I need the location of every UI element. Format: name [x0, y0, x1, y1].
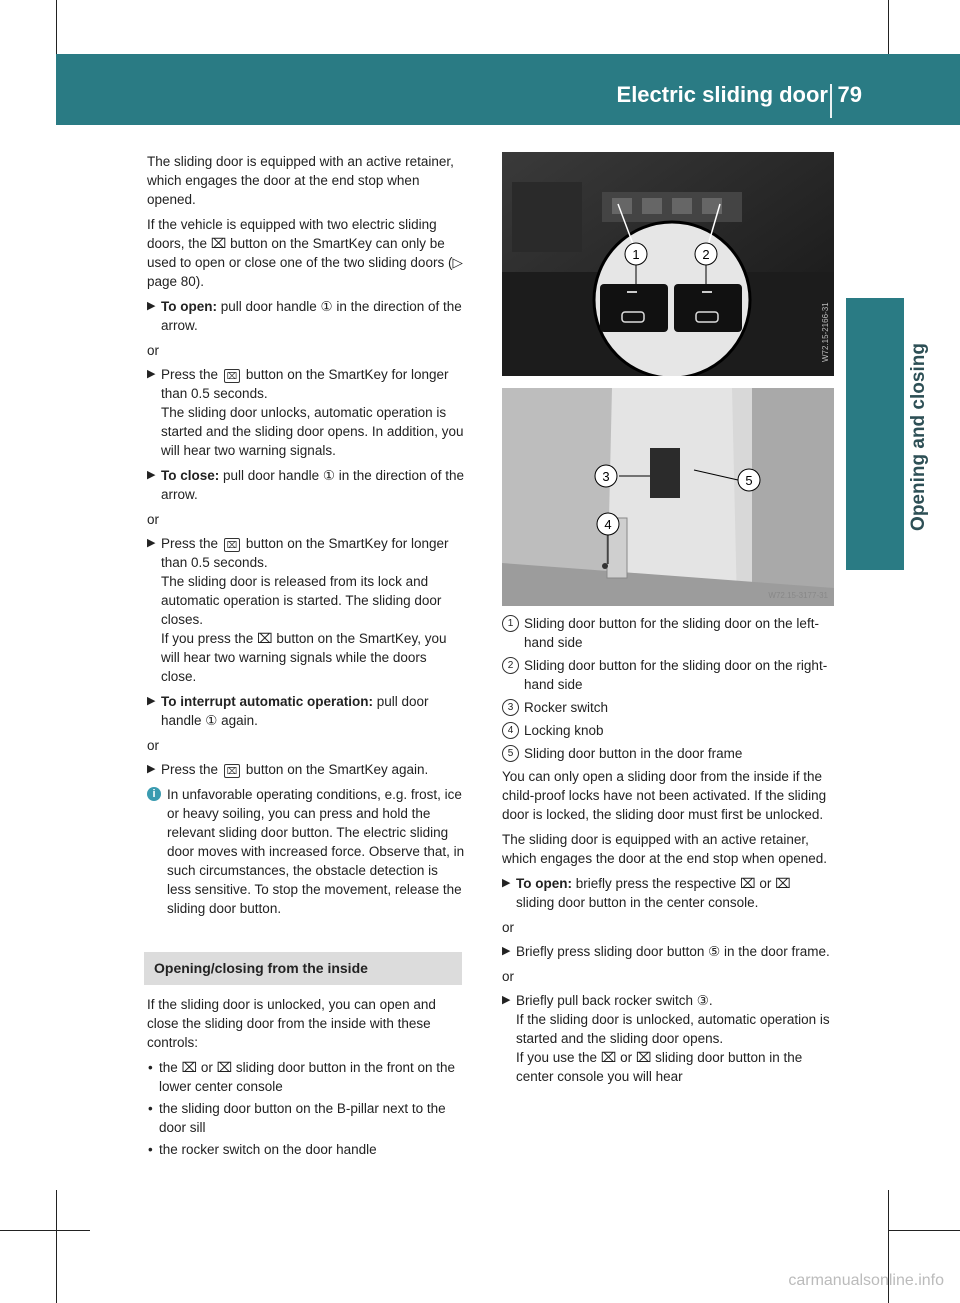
or-text: or — [502, 920, 515, 935]
step-result: If you press the ⌧ button on the SmartKey, you will hear two warning signals while the doors close. — [161, 631, 447, 684]
step-result: If you use the ⌧ or ⌧ sliding door button in the center console you will hear — [516, 1050, 803, 1084]
header-title: Electric sliding door — [616, 82, 828, 107]
side-tab — [846, 298, 904, 570]
bullet-item — [147, 1140, 465, 1159]
sliding-door-key-icon: ⌧ — [224, 369, 240, 383]
step-text: Briefly pull back rocker switch ③. — [516, 993, 713, 1008]
info-icon: i — [147, 787, 161, 801]
center-console-photo — [502, 152, 834, 376]
or-text: or — [502, 969, 515, 984]
sliding-door-key-icon: ⌧ — [224, 538, 240, 552]
step-text: pull door handle ① again. — [161, 694, 429, 728]
page-header — [56, 54, 960, 125]
arrow-icon: ▶ — [147, 695, 156, 707]
arrow-icon: ▶ — [502, 877, 511, 889]
crop-mark — [888, 1230, 960, 1231]
step — [147, 365, 465, 460]
step-text: Briefly press sliding door button ⑤ in the door frame. — [516, 944, 830, 959]
legend-number: 2 — [502, 657, 519, 674]
legend-number: 3 — [502, 699, 519, 716]
arrow-icon: ▶ — [147, 368, 156, 380]
arrow-icon: ▶ — [147, 469, 156, 481]
step-result: The sliding door unlocks, automatic operation is started and the sliding door opens. In addition, you will hear two warning signals. — [161, 405, 464, 458]
crop-mark — [56, 0, 57, 54]
step-result: If the sliding door is unlocked, automatic operation is started and the sliding door opens. — [516, 1012, 830, 1046]
step-result: The sliding door is released from its lock and automatic operation is started. The sliding door closes. — [161, 574, 442, 627]
callout-2: 2 — [702, 247, 710, 262]
section-heading: Opening/closing from the inside — [144, 952, 462, 985]
bullet-text: the ⌧ or ⌧ sliding door button in the front on the lower center console — [159, 1060, 456, 1094]
arrow-icon: ▶ — [502, 994, 511, 1006]
step — [147, 297, 465, 335]
footer-watermark: carmanualsonline.info — [788, 1272, 944, 1289]
or-text: or — [147, 512, 160, 527]
side-tab-label — [904, 312, 934, 562]
step-label: To interrupt automatic operation: — [161, 694, 373, 709]
info-text: In unfavorable operating conditions, e.g. frost, ice or heavy soiling, you can press and hold the relevant sliding door button. The electric sliding door moves with increased force. Observe that, in such circumstances, the obstacle detection is less sensitive. To stop the movement, release the sliding door button. — [167, 787, 465, 916]
crop-mark — [888, 0, 889, 54]
legend-item — [502, 721, 832, 740]
arrow-icon: ▶ — [147, 537, 156, 549]
paragraph: You can only open a sliding door from the inside if the child-proof locks have not been activated. If the sliding door is locked, the sliding door must first be unlocked. — [502, 769, 827, 822]
step-text: button on the SmartKey for longer than 0.5 seconds. — [161, 367, 449, 401]
right-column — [502, 614, 832, 1092]
paragraph: If the sliding door is unlocked, you can open and close the sliding door from the inside with these controls: — [147, 997, 436, 1050]
info-note — [147, 785, 465, 918]
callout-3: 3 — [602, 469, 610, 484]
step-label: To open: — [516, 876, 572, 891]
legend-text: Rocker switch — [524, 700, 609, 715]
step — [502, 991, 832, 1086]
crop-mark — [56, 1190, 57, 1303]
step-text: pull door handle ① in the direction of the arrow. — [161, 299, 462, 333]
sliding-door-key-icon: ⌧ — [224, 764, 240, 778]
figure-id: W72.15-3177-31 — [768, 591, 828, 600]
paragraph: If the vehicle is equipped with two electric sliding doors, the ⌧ button on the SmartKey can only be used to open or close one of the two sliding doors (▷ page 80). — [147, 217, 463, 289]
bullet-item — [147, 1099, 465, 1137]
legend-item — [502, 614, 832, 652]
callout-4: 4 — [604, 517, 612, 532]
legend-text: Locking knob — [524, 723, 604, 738]
left-column — [147, 152, 465, 1162]
step — [147, 692, 465, 730]
step-text: pull door handle ① in the direction of the arrow. — [161, 468, 465, 502]
callout-1: 1 — [632, 247, 640, 262]
paragraph: The sliding door is equipped with an active retainer, which engages the door at the end stop when opened. — [502, 832, 827, 866]
step — [147, 534, 465, 686]
legend-item — [502, 656, 832, 694]
paragraph: The sliding door is equipped with an active retainer, which engages the door at the end stop when opened. — [147, 154, 454, 207]
arrow-icon: ▶ — [147, 763, 156, 775]
b-pillar-photo — [502, 388, 834, 606]
arrow-icon: ▶ — [147, 300, 156, 312]
step-text: button on the SmartKey again. — [242, 762, 429, 777]
header-divider — [830, 84, 832, 118]
step — [502, 942, 832, 961]
bullet-icon: • — [148, 1101, 153, 1116]
step-text: button on the SmartKey for longer than 0.5 seconds. — [161, 536, 449, 570]
crop-mark — [0, 1230, 90, 1231]
step-text: Press the — [161, 536, 222, 551]
bullet-text: the sliding door button on the B-pillar next to the door sill — [159, 1101, 446, 1135]
legend-text: Sliding door button for the sliding door on the right-hand side — [524, 658, 828, 692]
step-text: Press the — [161, 762, 222, 777]
or-text: or — [147, 738, 160, 753]
legend-number: 1 — [502, 615, 519, 632]
legend-text: Sliding door button in the door frame — [524, 746, 743, 761]
legend-text: Sliding door button for the sliding door on the left-hand side — [524, 616, 819, 650]
bullet-icon: • — [148, 1060, 153, 1075]
legend-number: 5 — [502, 745, 519, 762]
step — [147, 466, 465, 504]
step-label: To close: — [161, 468, 220, 483]
legend-item — [502, 744, 832, 763]
step-text: briefly press the respective ⌧ or ⌧ sliding door button in the center console. — [516, 876, 791, 910]
figure-id: W72.15-2166-31 — [821, 302, 830, 362]
step — [502, 874, 832, 912]
bullet-text: the rocker switch on the door handle — [159, 1142, 377, 1157]
step-text: Press the — [161, 367, 222, 382]
step — [147, 760, 465, 779]
page-number: 79 — [837, 82, 862, 107]
step-label: To open: — [161, 299, 217, 314]
bullet-item — [147, 1058, 465, 1096]
legend-item — [502, 698, 832, 717]
legend-number: 4 — [502, 722, 519, 739]
arrow-icon: ▶ — [502, 945, 511, 957]
bullet-icon: • — [148, 1142, 153, 1157]
or-text: or — [147, 343, 160, 358]
callout-5: 5 — [745, 473, 753, 488]
side-tab-text: Opening and closing — [908, 343, 929, 531]
